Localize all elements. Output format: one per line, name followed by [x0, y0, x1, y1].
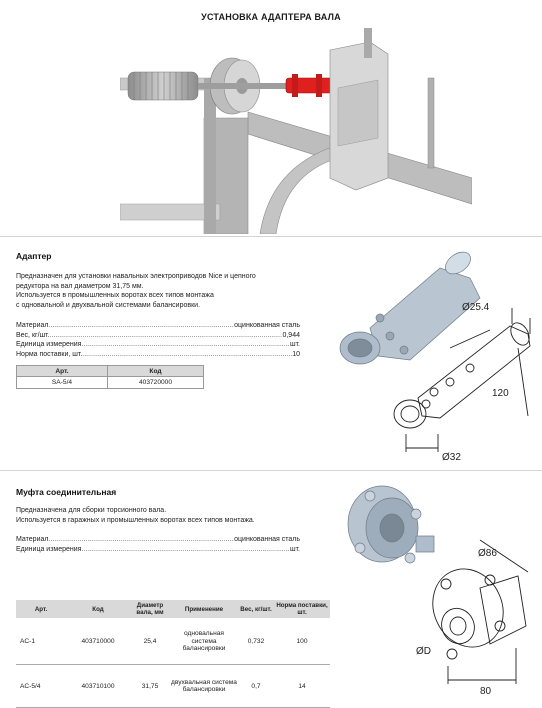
- coupling-section-title: Муфта соединительная: [16, 487, 117, 497]
- spec-row-weight: Вес, кг/шт. ..... 0,944: [16, 331, 300, 341]
- section-divider: [0, 236, 542, 237]
- cell-application: двухвальная система балансировки: [170, 665, 238, 708]
- table-header-weight: Вес, кг/шт.: [238, 600, 274, 618]
- adapter-spec-list: [16, 321, 300, 359]
- adapter-desc-line: редуктора на вал диаметром 31,75 мм.: [16, 282, 144, 290]
- dimension-diameter-bottom: Ø32: [442, 452, 461, 463]
- page-title: УСТАНОВКА АДАПТЕРА ВАЛА: [201, 12, 341, 22]
- dimension-length: 80: [480, 686, 492, 697]
- cell-article: AC-5/4: [16, 665, 66, 708]
- table-header-article: Арт.: [16, 600, 66, 618]
- coupling-3d-render: [348, 486, 434, 563]
- shaft-adapter-installation-illustration: [120, 28, 472, 234]
- table-header-application: Применение: [170, 600, 238, 618]
- coupling-technical-drawing: [340, 476, 536, 698]
- coupling-desc-line: Используется в гаражных и промышленных воротах всех типов монтажа.: [16, 516, 255, 524]
- adapter-3d-render: [340, 248, 480, 364]
- coupling-spec-list: [16, 535, 300, 554]
- cell-weight: 0,732: [238, 618, 274, 665]
- table-header-code: Код: [108, 366, 204, 377]
- table-row: [16, 618, 330, 665]
- table-row: [16, 665, 330, 708]
- adapter-desc-line: с одновальной и двухвальной системами балансировки.: [16, 301, 201, 309]
- cell-code: 403710100: [66, 665, 130, 708]
- cell-application: одновальная система балансировки: [170, 618, 238, 665]
- adapter-desc-line: Предназначен для установки навальных электроприводов Nice и цепного: [16, 273, 256, 280]
- adapter-article-table: [16, 365, 204, 389]
- spec-row-material: Материал ..... оцинкованная сталь: [16, 321, 300, 331]
- cell-weight: 0,7: [238, 665, 274, 708]
- cell-supply-norm: 100: [274, 618, 330, 665]
- cell-article: SA-5/4: [17, 377, 108, 389]
- adapter-desc-line: Используется в промышленных воротах всех типов монтажа: [16, 292, 214, 299]
- coupling-description: [16, 506, 336, 525]
- table-header-shaft-diameter: Диаметр вала, мм: [130, 600, 170, 618]
- cell-shaft-diameter: 31,75: [130, 665, 170, 708]
- table-row: [17, 377, 204, 389]
- dimension-diameter-outer: Ø86: [478, 548, 497, 559]
- adapter-description: [16, 272, 316, 310]
- dimension-length: 120: [492, 388, 509, 399]
- adapter-technical-drawing: [330, 238, 536, 468]
- spec-row-material: Материал ..... оцинкованная сталь: [16, 535, 300, 545]
- dimension-diameter-top: Ø25.4: [462, 302, 490, 313]
- cell-article: AC-1: [16, 618, 66, 665]
- table-header-supply-norm: Норма поставки, шт.: [274, 600, 330, 618]
- spec-row-unit: Единица измерения ..... шт.: [16, 340, 300, 350]
- table-header-article: Арт.: [17, 366, 108, 377]
- spec-row-supply-norm: Норма поставки, шт. ..... 10: [16, 350, 300, 360]
- coupling-desc-line: Предназначена для сборки торсионного вала.: [16, 507, 167, 514]
- section-divider: [0, 470, 542, 471]
- spec-row-unit: Единица измерения ..... шт.: [16, 545, 300, 555]
- table-header-row: [16, 600, 330, 618]
- cell-shaft-diameter: 25,4: [130, 618, 170, 665]
- dimension-diameter-inner: ØD: [416, 646, 431, 657]
- table-header-code: Код: [66, 600, 130, 618]
- adapter-section-title: Адаптер: [16, 251, 52, 261]
- coupling-spec-table: [16, 600, 330, 708]
- cell-code: 403720000: [108, 377, 204, 389]
- coupling-line-drawing: [420, 540, 528, 684]
- cell-code: 403710000: [66, 618, 130, 665]
- cell-supply-norm: 14: [274, 665, 330, 708]
